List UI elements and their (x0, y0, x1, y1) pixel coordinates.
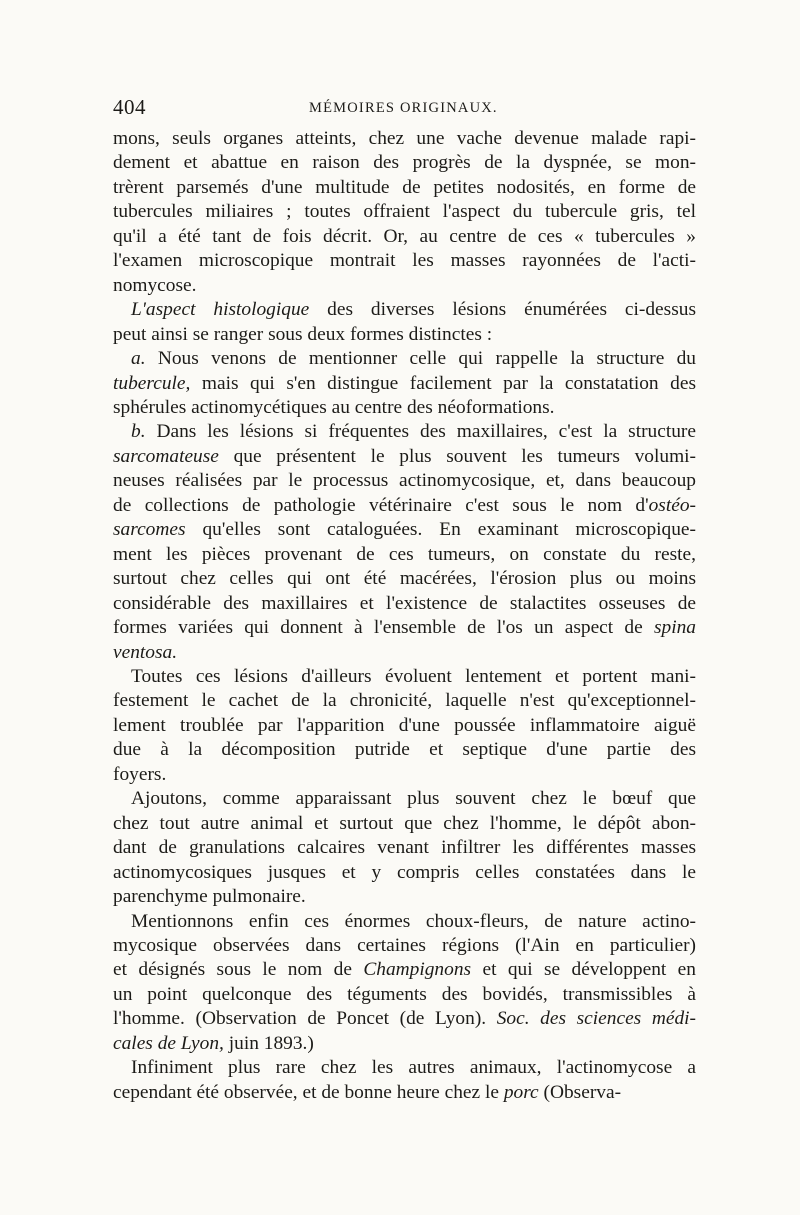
italic-text: sarcomes (113, 519, 186, 541)
text-line (113, 714, 696, 738)
paragraph (113, 787, 696, 909)
text-line (113, 1081, 696, 1105)
text-run: ment les pièces provenant de ces tumeurs, on constate du reste, (113, 543, 696, 565)
text-run: Toutes ces lésions d'ailleurs évoluent lentement et portent mani- (131, 665, 696, 687)
text-run: Infiniment plus rare chez les autres animaux, l'actinomycose a (131, 1057, 696, 1079)
text-line (113, 861, 696, 885)
text-run: l'examen microscopique montrait les masses rayonnées de l'acti- (113, 250, 696, 272)
body-text (113, 127, 696, 1105)
italic-text: L'aspect histologique (131, 299, 310, 321)
text-line (113, 225, 696, 249)
italic-text: ventosa. (113, 641, 178, 663)
text-run: Dans les lésions si fréquentes des maxillaires, c'est la structure (145, 421, 696, 443)
text-run: parenchyme pulmonaire. (113, 886, 306, 908)
paragraph (113, 127, 696, 298)
paragraph (113, 347, 696, 420)
text-run: et désignés sous le nom de (113, 959, 364, 981)
text-line (113, 200, 696, 224)
text-line (113, 689, 696, 713)
paragraph (113, 910, 696, 1057)
text-run: Nous venons de mentionner celle qui rappelle la structure du (145, 348, 696, 370)
text-line (113, 983, 696, 1007)
text-run: festement le cachet de la chronicité, laquelle n'est qu'exceptionnel- (113, 690, 696, 712)
text-line (113, 738, 696, 762)
text-line (113, 641, 696, 665)
text-run: chez tout autre animal et surtout que chez l'homme, le dépôt abon- (113, 812, 696, 834)
text-line (113, 396, 696, 420)
text-run: Ajoutons, comme apparaissant plus souvent chez le bœuf que (131, 788, 696, 810)
text-run: que présentent le plus souvent les tumeurs volumi- (218, 445, 696, 467)
text-run: tubercules miliaires ; toutes offraient l'aspect du tubercule gris, tel (113, 201, 696, 223)
italic-text: Soc. des sciences médi- (496, 1008, 696, 1030)
text-run: cependant été observée, et de bonne heure chez le (113, 1081, 504, 1103)
italic-text: sarcomateuse (113, 445, 219, 467)
text-run: neuses réalisées par le processus actinomycosique, et, dans beaucoup (113, 470, 696, 492)
text-line (113, 543, 696, 567)
paragraph (113, 665, 696, 787)
text-run: considérable des maxillaires et l'existence de stalactites osseuses de (113, 592, 696, 614)
text-line (113, 494, 696, 518)
text-run: trèrent parsemés d'une multitude de petites nodosités, en forme de (113, 176, 696, 198)
text-run: formes variées qui donnent à l'ensemble de l'os un aspect de (113, 617, 654, 639)
text-run: due à la décomposition putride et septique d'une partie des (113, 739, 696, 761)
text-run: surtout chez celles qui ont été macérées, l'érosion plus ou moins (113, 568, 696, 590)
text-run: dement et abattue en raison des progrès de la dyspnée, se mon- (113, 152, 696, 174)
italic-text: ostéo- (648, 494, 696, 516)
text-run: l'homme. (Observation de Poncet (de Lyon). (113, 1008, 497, 1030)
text-line (113, 665, 696, 689)
italic-text: tubercule, (113, 372, 191, 394)
paragraph (113, 298, 696, 347)
text-run: foyers. (113, 763, 167, 785)
text-run: un point quelconque des téguments des bovidés, transmissibles à (113, 983, 696, 1005)
italic-text: spina (653, 617, 696, 639)
text-line (113, 176, 696, 200)
text-line (113, 347, 696, 371)
text-line (113, 763, 696, 787)
text-line (113, 127, 696, 151)
text-run: et qui se développent en (471, 959, 696, 981)
text-run: mais qui s'en distingue facilement par la constatation des (190, 372, 696, 394)
text-run: qu'il a été tant de fois décrit. Or, au centre de ces « tubercules » (113, 225, 696, 247)
text-run: actinomycosiques jusques et y compris celles constatées dans le (113, 861, 696, 883)
text-run: Mentionnons enfin ces énormes choux-fleurs, de nature actino- (131, 910, 696, 932)
text-line (113, 445, 696, 469)
text-run: peut ainsi se ranger sous deux formes distinctes : (113, 323, 493, 345)
page-number: 404 (113, 95, 146, 119)
text-line (113, 151, 696, 175)
text-line (113, 249, 696, 273)
text-run: mycosique observées dans certaines régions (l'Ain en particulier) (113, 934, 696, 956)
italic-text: a. (131, 348, 146, 370)
paragraph (113, 420, 696, 665)
text-line (113, 958, 696, 982)
text-line (113, 836, 696, 860)
text-line (113, 1032, 696, 1056)
text-run: sphérules actinomycétiques au centre des néoformations. (113, 396, 555, 418)
text-line (113, 518, 696, 542)
text-line (113, 592, 696, 616)
text-line (113, 885, 696, 909)
page-header (113, 95, 696, 125)
text-run: des diverses lésions énumérées ci-dessus (309, 299, 696, 321)
text-line (113, 372, 696, 396)
text-line (113, 469, 696, 493)
italic-text: porc (503, 1081, 539, 1103)
paragraph (113, 1056, 696, 1105)
text-run: qu'elles sont cataloguées. En examinant microscopique- (185, 519, 696, 541)
text-line (113, 934, 696, 958)
text-run: mons, seuls organes atteints, chez une vache devenue malade rapi- (113, 128, 696, 149)
text-run: nomycose. (113, 274, 197, 296)
text-line (113, 910, 696, 934)
text-run: juin 1893.) (223, 1032, 314, 1054)
italic-text: cales de Lyon, (113, 1032, 224, 1054)
text-run: (Observa- (538, 1081, 622, 1103)
text-line (113, 567, 696, 591)
text-line (113, 812, 696, 836)
text-line (113, 298, 696, 322)
italic-text: Champignons (363, 959, 472, 981)
text-line (113, 323, 696, 347)
text-line (113, 420, 696, 444)
text-line (113, 1056, 696, 1080)
text-line (113, 787, 696, 811)
text-run: de collections de pathologie vétérinaire c'est sous le nom d' (113, 494, 649, 516)
text-run: dant de granulations calcaires venant infiltrer les différentes masses (113, 837, 696, 859)
text-line (113, 274, 696, 298)
text-line (113, 616, 696, 640)
text-run: lement troublée par l'apparition d'une poussée inflammatoire aiguë (113, 714, 696, 736)
running-head: MÉMOIRES ORIGINAUX. (309, 100, 498, 116)
text-line (113, 1007, 696, 1031)
italic-text: b. (131, 421, 146, 443)
